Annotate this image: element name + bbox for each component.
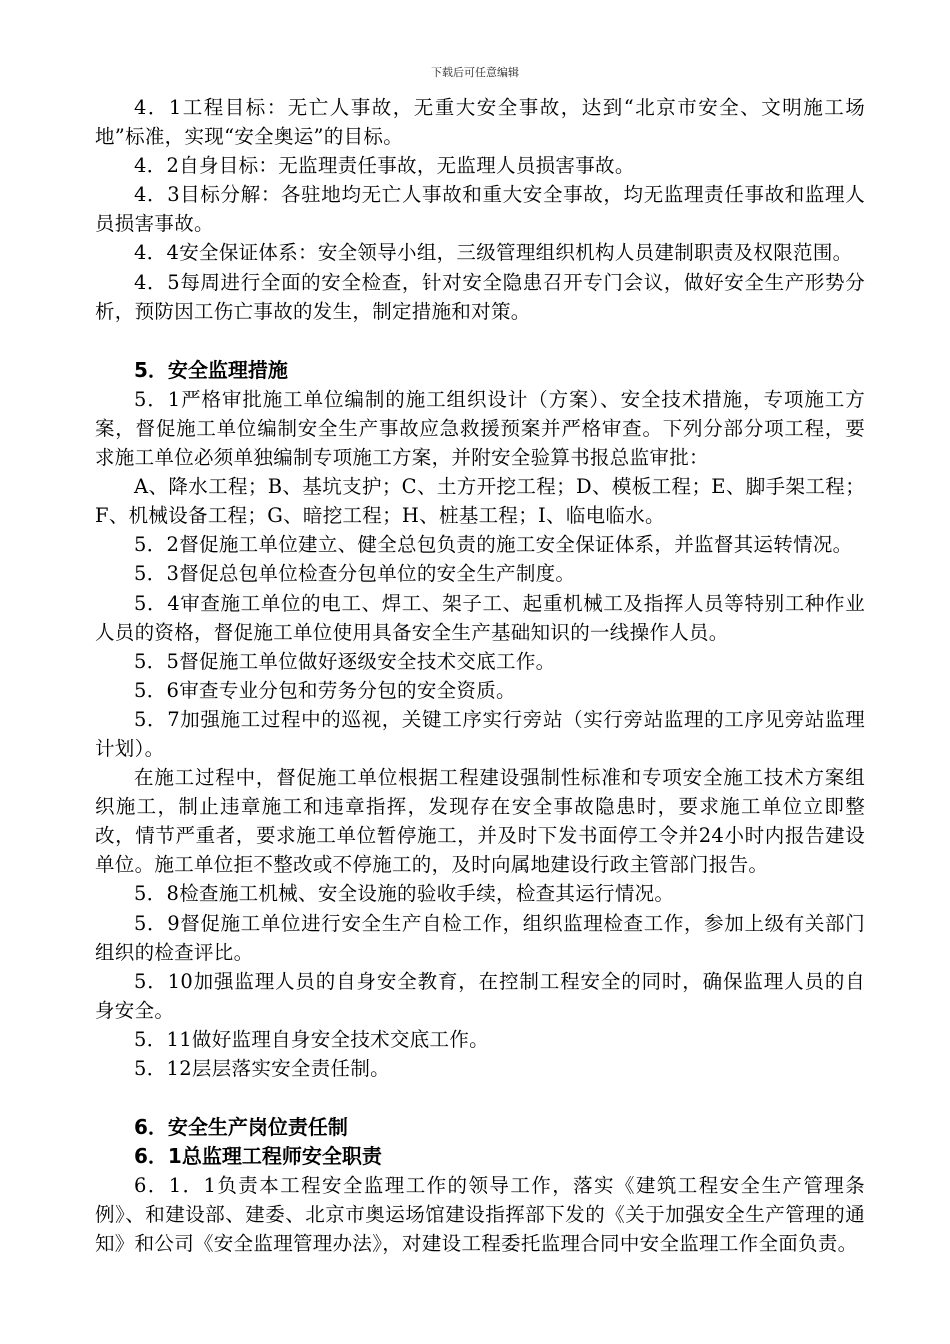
- paragraph-4-4: 4．4安全保证体系：安全领导小组，三级管理组织机构人员建制职责及权限范围。: [134, 241, 853, 265]
- paragraph-5-2: 5．2督促施工单位建立、健全总包负责的施工安全保证体系，并监督其运转情况。: [134, 533, 853, 557]
- paragraph-4-3: 4．3目标分解：各驻地均无亡人事故和重大安全事故，均无监理责任事故和监理人员损害事故。: [95, 183, 865, 236]
- paragraph-4-1: 4．1工程目标：无亡人事故，无重大安全事故，达到“北京市安全、文明施工场地”标准，实现“安全奥运”的目标。: [95, 96, 865, 149]
- paragraph-6-1-1: 6．1．1负责本工程安全监理工作的领导工作，落实《建筑工程安全生产管理条例》、和建设部、建委、北京市奥运场馆建设指挥部下发的《关于加强安全生产管理的通知》和公司《安全监理管理办法》，对建设工程委托监理合同中安全监理工作全面负责。: [95, 1174, 865, 1256]
- paragraph-5-1: 5．1严格审批施工单位编制的施工组织设计（方案）、安全技术措施，专项施工方案，督促施工单位编制安全生产事故应急救援预案并严格审查。下列分部分项工程，要求施工单位必须单独编制专项施工方案，并附安全验算书报总监审批：: [95, 387, 865, 470]
- paragraph-5-3: 5．3督促总包单位检查分包单位的安全生产制度。: [134, 562, 576, 586]
- paragraph-5-12: 5．12层层落实安全责任制。: [134, 1057, 390, 1080]
- document-body: [95, 93, 865, 1259]
- section-5-heading: 5．安全监理措施: [134, 357, 288, 382]
- paragraph-4-2: 4．2自身目标：无监理责任事故，无监理人员损害事故。: [134, 154, 635, 178]
- paragraph-5-7: 5．7加强施工过程中的巡视，关键工序实行旁站（实行旁站监理的工序见旁站监理计划）。: [95, 707, 865, 760]
- paragraph-5-1-list: A、降水工程；B、基坑支护；C、土方开挖工程；D、模板工程；E、脚手架工程；F、机械设备工程；G、暗挖工程；H、桩基工程；I、临电临水。: [95, 475, 865, 528]
- paragraph-5-6: 5．6审查专业分包和劳务分包的安全资质。: [134, 678, 516, 702]
- paragraph-5-5: 5．5督促施工单位做好逐级安全技术交底工作。: [134, 649, 556, 673]
- paragraph-5-11: 5．11做好监理自身安全技术交底工作。: [134, 1027, 489, 1051]
- section-spacer: [95, 326, 865, 356]
- section-6-1-subheading: 6．1总监理工程师安全职责: [134, 1144, 382, 1169]
- section-6-heading: 6．安全生产岗位责任制: [134, 1115, 348, 1140]
- paragraph-5-10: 5．10加强监理人员的自身安全教育，在控制工程安全的同时，确保监理人员的自身安全。: [95, 969, 865, 1022]
- paragraph-5-9: 5．9督促施工单位进行安全生产自检工作，组织监理检查工作，参加上级有关部门组织的检查评比。: [95, 911, 865, 964]
- paragraph-5-8: 5．8检查施工机械、安全设施的验收手续，检查其运行情况。: [134, 882, 675, 906]
- section-spacer: [95, 1083, 865, 1113]
- paragraph-4-5: 4．5每周进行全面的安全检查，针对安全隐患召开专门会议，做好安全生产形势分析，预防因工伤亡事故的发生，制定措施和对策。: [95, 270, 865, 323]
- paragraph-5-7-detail: 在施工过程中，督促施工单位根据工程建设强制性标准和专项安全施工技术方案组织施工，制止违章施工和违章指挥，发现存在安全事故隐患时，要求施工单位立即整改，情节严重者，要求施工单位暂停施工，并及时下发书面停工令并24小时内报告建设单位。施工单位拒不整改或不停施工的，及时向属地建设行政主管部门报告。: [95, 766, 865, 877]
- paragraph-5-4: 5．4审查施工单位的电工、焊工、架子工、起重机械工及指挥人员等特别工种作业人员的资格，督促施工单位使用具备安全生产基础知识的一线操作人员。: [95, 591, 865, 644]
- page-header: 下载后可任意编辑: [431, 66, 519, 79]
